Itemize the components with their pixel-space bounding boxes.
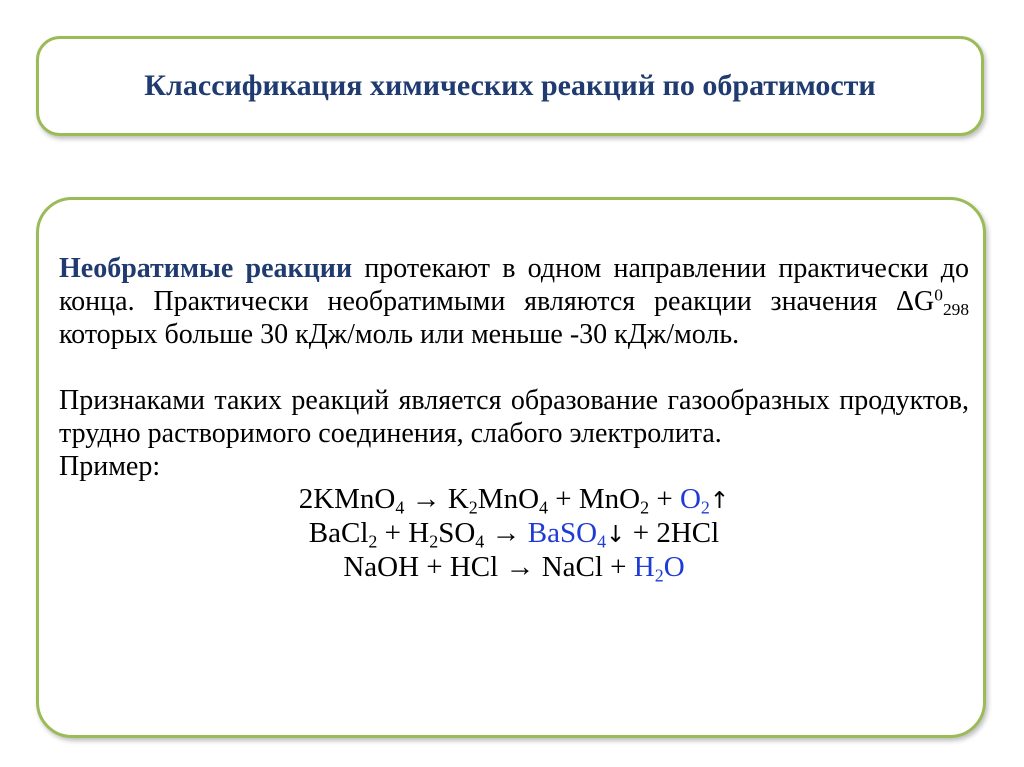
eq2-reactant: + H xyxy=(377,517,430,549)
paragraph-signs: Признаками таких реакций является образование газообразных продуктов, трудно растворимого соединения, слабого электролита. xyxy=(59,385,969,449)
eq3-sub: 2 xyxy=(654,565,664,586)
eq3-water-o: O xyxy=(663,551,685,583)
paragraph1-text-b: которых больше 30 кДж/моль или меньше -30 кДж/моль. xyxy=(59,319,740,350)
reaction-arrow: → xyxy=(404,483,448,515)
equation-kmno4 xyxy=(59,483,969,517)
eq3-product: NaCl + xyxy=(541,551,634,583)
eq3-water-h: H xyxy=(633,551,655,583)
eq2-precipitate xyxy=(527,517,607,552)
eq1-sub: 2 xyxy=(640,497,650,518)
gas-arrow-up-icon: ↑ xyxy=(709,487,730,514)
eq2-sub: 4 xyxy=(597,531,607,552)
eq1-plus: + xyxy=(649,483,680,515)
delta-g-symbol: ΔG xyxy=(896,286,935,317)
eq1-product: + MnO xyxy=(548,483,641,515)
eq1-product: K xyxy=(447,483,469,515)
content-box xyxy=(36,197,986,738)
eq1-sub: 2 xyxy=(700,497,710,518)
eq1-gas-formula: O xyxy=(679,483,701,515)
eq2-reactant: SO xyxy=(438,517,476,549)
eq2-product: + 2HCl xyxy=(625,517,720,549)
content-text xyxy=(59,252,969,584)
eq2-reactant: BaCl xyxy=(308,517,369,549)
eq1-sub: 2 xyxy=(468,497,478,518)
eq3-water xyxy=(633,551,685,586)
delta-g-superscript: 0 xyxy=(934,285,943,305)
precipitate-arrow-down-icon: ↓ xyxy=(606,521,626,548)
equation-naoh xyxy=(59,551,969,584)
reaction-arrow: → xyxy=(498,551,542,583)
eq1-gas-product xyxy=(679,483,710,518)
delta-g-subscript: 298 xyxy=(942,300,969,320)
eq1-sub: 4 xyxy=(539,497,548,518)
eq1-product: MnO xyxy=(477,483,540,515)
title-box xyxy=(36,36,984,136)
example-label: Пример: xyxy=(59,451,161,482)
term-irreversible: Необратимые реакции xyxy=(59,253,353,284)
eq1-sub: 4 xyxy=(395,497,405,518)
eq2-sub: 4 xyxy=(475,531,485,552)
reaction-arrow: → xyxy=(484,517,528,549)
eq3-reactants: NaOH + HCl xyxy=(343,551,499,583)
paragraph1-text-a: протекают в одном направлении практически до конца. Практически необратимыми являются реакции значения xyxy=(59,253,969,317)
eq1-reactant: 2KMnO xyxy=(298,483,396,515)
eq2-precipitate-formula: BaSO xyxy=(527,517,598,549)
eq2-sub: 2 xyxy=(368,531,378,552)
equations xyxy=(59,483,969,584)
equation-bacl2 xyxy=(59,517,969,551)
slide-title: Классификация химических реакций по обратимости xyxy=(144,69,876,102)
eq2-sub: 2 xyxy=(429,531,439,552)
paragraph-irreversible xyxy=(59,252,969,351)
